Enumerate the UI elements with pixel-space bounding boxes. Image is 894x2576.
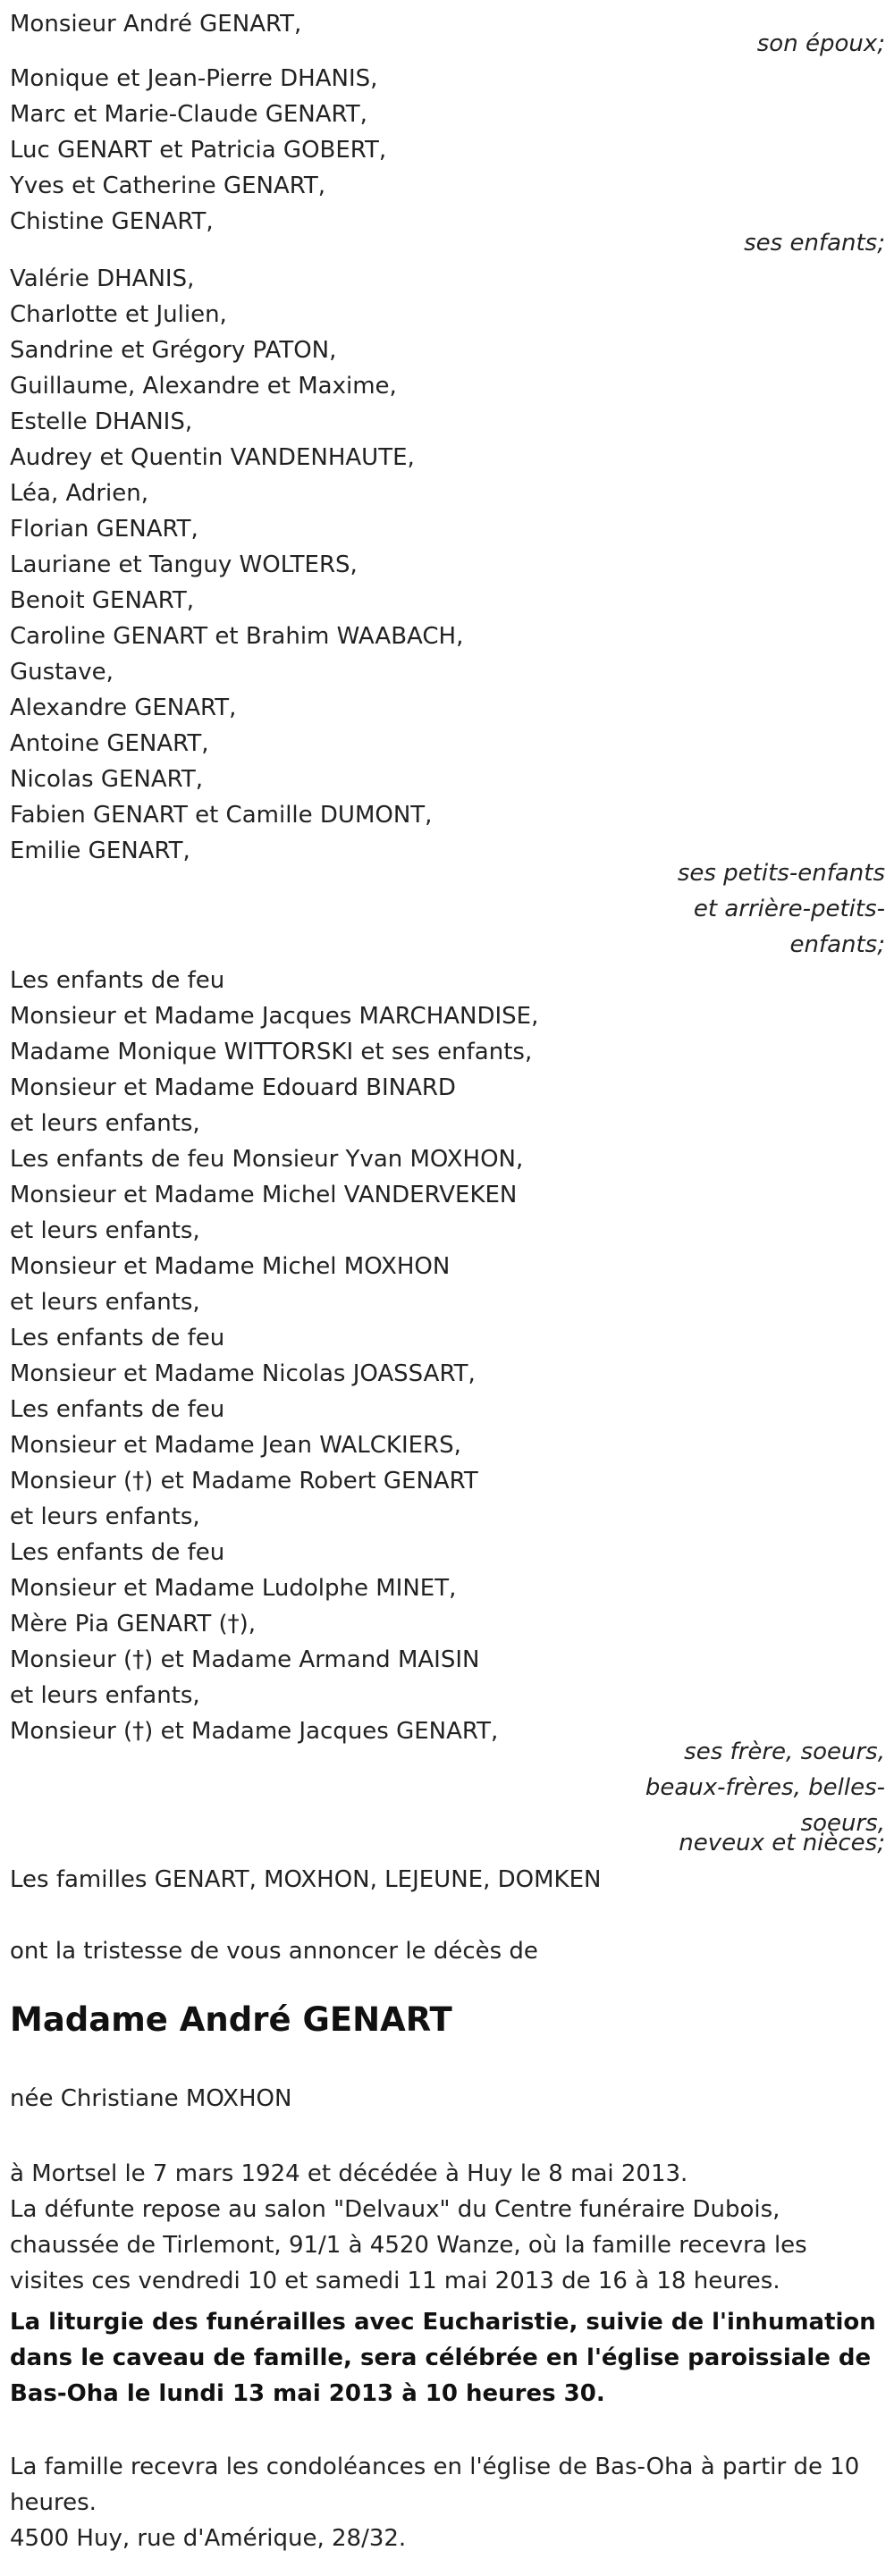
birth-death-dates: à Mortsel le 7 mars 1924 et décédée à Huy le 8 mai 2013. [10,2160,688,2187]
relative-name: et leurs enfants, [10,1289,200,1316]
relative-name: Monsieur (†) et Madame Robert GENART [10,1468,478,1494]
relative-name: Les enfants de feu [10,1539,225,1566]
relative-name: Monsieur et Madame Michel VANDERVEKEN [10,1182,518,1208]
siblings-role: soeurs, [800,1810,885,1837]
grandchild-name: Valérie DHANIS, [10,265,195,292]
relative-name: Madame Monique WITTORSKI et ses enfants, [10,1039,533,1065]
families-line: Les familles GENART, MOXHON, LEJEUNE, DOMKEN [10,1866,602,1893]
deceased-name: Madame André GENART [10,2000,452,2039]
relative-name: et leurs enfants, [10,1503,200,1530]
child-name: Marc et Marie-Claude GENART, [10,101,367,128]
relative-name: Monsieur et Madame Michel MOXHON [10,1253,451,1280]
child-name: Chistine GENART, [10,208,214,235]
grandchild-name: Charlotte et Julien, [10,301,227,328]
relative-name: Monsieur et Madame Nicolas JOASSART, [10,1360,476,1387]
funeral-paragraph: La liturgie des funérailles avec Eucharistie, suivie de l'inhumation dans le caveau de famille, sera célébrée en l'église paroissiale de Bas-Oha le lundi 13 mai 2013 à 10 heures 30. [10,2309,876,2407]
child-name: Monique et Jean-Pierre DHANIS, [10,65,378,92]
relative-name: et leurs enfants, [10,1682,200,1709]
grandchildren-role: ses petits-enfants [677,860,885,887]
children-role: ses enfants; [744,230,885,257]
relative-name: et leurs enfants, [10,1110,200,1137]
grandchild-name: Fabien GENART et Camille DUMONT, [10,802,433,829]
relative-name: Monsieur et Madame Jacques MARCHANDISE, [10,1003,539,1030]
relative-name: Monsieur et Madame Jean WALCKIERS, [10,1432,461,1459]
grandchild-name: Emilie GENART, [10,838,190,864]
relative-name: Monsieur (†) et Madame Armand MAISIN [10,1646,480,1673]
relative-name: Monsieur et Madame Ludolphe MINET, [10,1575,457,1602]
grandchild-name: Guillaume, Alexandre et Maxime, [10,373,397,400]
siblings-role: beaux-frères, belles- [645,1774,885,1801]
grandchildren-role: et arrière-petits- [693,896,885,922]
child-name: Yves et Catherine GENART, [10,173,326,199]
grandchild-name: Léa, Adrien, [10,480,148,507]
grandchild-name: Estelle DHANIS, [10,408,193,435]
relative-name: Les enfants de feu [10,1325,225,1351]
child-name: Luc GENART et Patricia GOBERT, [10,137,387,164]
relative-name: Les enfants de feu Monsieur Yvan MOXHON, [10,1146,524,1173]
relative-name: et leurs enfants, [10,1217,200,1244]
relative-name: Les enfants de feu [10,1396,225,1423]
spouse-role: son époux; [756,30,885,57]
grandchild-name: Florian GENART, [10,516,198,543]
grandchildren-role: enfants; [789,931,885,958]
grandchild-name: Gustave, [10,659,114,686]
grandchild-name: Nicolas GENART, [10,766,203,793]
visitation-paragraph: La défunte repose au salon "Delvaux" du Centre funéraire Dubois, chaussée de Tirlemont, 91/1 à 4520 Wanze, où la famille recevra les visites ces vendredi 10 et samedi 11 mai 2013 de 16 à 18 heures. [10,2196,807,2294]
spouse-name: Monsieur André GENART, [10,11,302,38]
grandchild-name: Antoine GENART, [10,730,209,757]
grandchild-name: Audrey et Quentin VANDENHAUTE, [10,444,415,471]
siblings-role: neveux et nièces; [679,1830,885,1856]
grandchild-name: Benoit GENART, [10,587,195,614]
relative-name: Les enfants de feu [10,967,225,994]
grandchild-name: Alexandre GENART, [10,695,237,721]
grandchild-name: Lauriane et Tanguy WOLTERS, [10,551,358,578]
relative-name: Mère Pia GENART (†), [10,1611,257,1637]
relative-name: Monsieur (†) et Madame Jacques GENART, [10,1718,499,1745]
siblings-role: ses frère, soeurs, [684,1738,885,1765]
announcement-text: ont la tristesse de vous annoncer le décès de [10,1938,538,1965]
condolences-paragraph: La famille recevra les condoléances en l'église de Bas-Oha à partir de 10 heures. [10,2454,860,2516]
address-line: 4500 Huy, rue d'Amérique, 28/32. [10,2525,407,2552]
grandchild-name: Sandrine et Grégory PATON, [10,337,337,364]
grandchild-name: Caroline GENART et Brahim WAABACH, [10,623,464,650]
relative-name: Monsieur et Madame Edouard BINARD [10,1074,456,1101]
birth-name: née Christiane MOXHON [10,2085,292,2112]
